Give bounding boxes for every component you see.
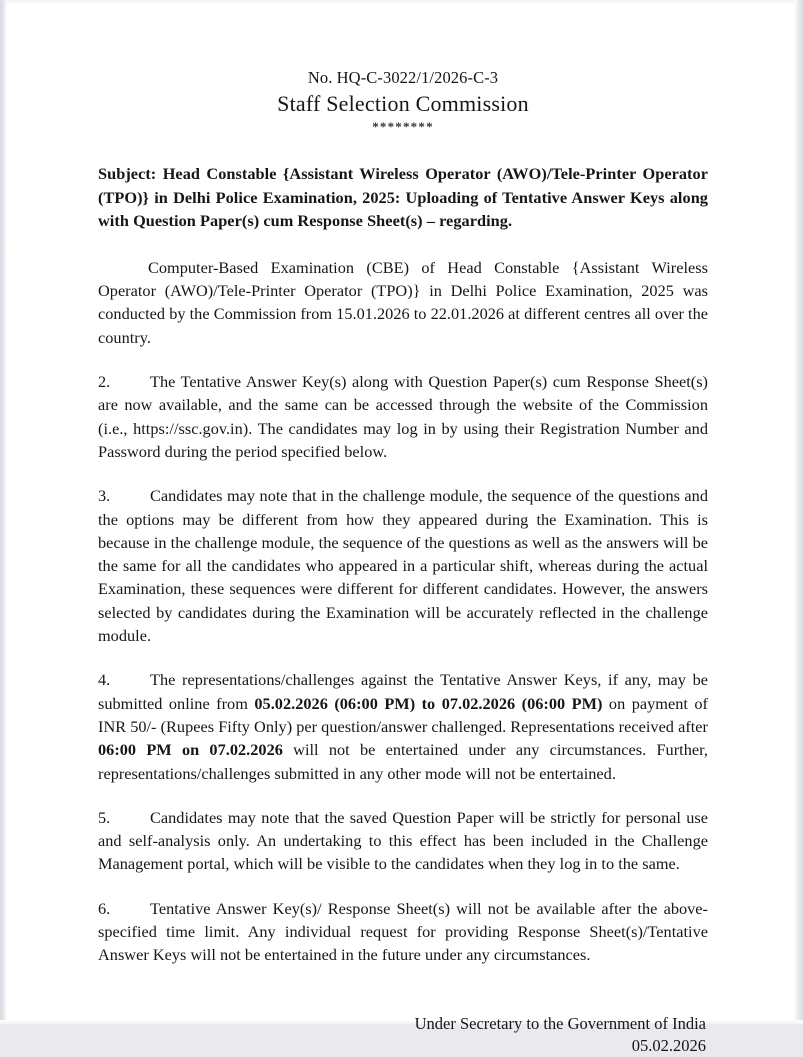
signature-block xyxy=(98,1013,708,1057)
page-edge-left xyxy=(0,0,7,1024)
paragraph-2 xyxy=(98,370,708,463)
signature-date: 05.02.2026 xyxy=(631,1035,706,1055)
paragraph-text xyxy=(98,670,708,782)
paragraph-number: 5. xyxy=(98,807,111,827)
paragraph-5 xyxy=(98,806,708,876)
paragraph-text: Computer-Based Examination (CBE) of Head Constable {Assistant Wireless Operator (AWO)/Tele-Printer Operator (TPO)} in Delhi Police Examination, 2025 was conducted by the Commission from 15.01.2026 to 22.01.2026 at different centres all over the country. xyxy=(98,257,708,347)
paragraph-number: 4. xyxy=(98,670,111,690)
subject-line: Subject: Head Constable {Assistant Wireless Operator (AWO)/Tele-Printer Operator (TPO)} in Delhi Police Examination, 2025: Uploading of Tentative Answer Keys along with Question Paper(s) cum Response Sheet(s) – regarding. xyxy=(98,164,708,231)
paragraph-text: The Tentative Answer Key(s) along with Question Paper(s) cum Response Sheet(s) are now available, and the same can be accessed through the website of the Commission (i.e., https://ssc.gov.in). The candidates may log in by using their Registration Number and Password during the period specified below. xyxy=(98,372,708,461)
paragraph-text: Tentative Answer Key(s)/ Response Sheet(s) will not be available after the above-specified time limit. Any individual request for providing Response Sheet(s)/Tentative Answer Keys will not be entertained in the future under any circumstances. xyxy=(98,898,708,965)
emphasised-text: 06:00 PM on 07.02.2026 xyxy=(98,740,283,760)
page-edge-right xyxy=(794,0,803,1024)
paragraph-number: 2. xyxy=(98,372,111,392)
signatory-designation: Under Secretary to the Government of India xyxy=(414,1013,706,1033)
paragraph-number: 6. xyxy=(98,898,111,918)
document-body xyxy=(98,0,708,1057)
asterisk-separator: ******** xyxy=(372,119,434,135)
body-text: on payment of INR 50/- (Rupees Fifty Only) per question/answer challenged. Representations received after xyxy=(98,693,708,736)
emphasised-text: 05.02.2026 (06:00 PM) to 07.02.2026 (06:00 PM) xyxy=(254,693,603,713)
body-text: The representations/challenges against the Tentative Answer Keys, if any, may be submitted online from xyxy=(98,670,708,713)
organization-name: Staff Selection Commission xyxy=(277,90,529,116)
file-number: No. HQ-C-3022/1/2026-C-3 xyxy=(307,68,499,87)
paragraph-text: Candidates may note that the saved Question Paper will be strictly for personal use and self-analysis only. An undertaking to this effect has been included in the Challenge Management portal, which will be visible to the candidates when they log in to the same. xyxy=(98,807,708,874)
paragraph-text: Candidates may note that in the challenge module, the sequence of the questions and the options may be different from how they appeared during the Examination. This is because in the challenge module, the sequence of the questions as well as the answers will be the same for all the candidates who appeared in a particular shift, whereas during the actual Examination, these sequences were different for different candidates. However, the answers selected by candidates during the Examination will be accurately reflected in the challenge module. xyxy=(98,486,708,646)
body-text: will not be entertained under any circumstances. Further, representations/challenges submitted in any other mode will not be entertained. xyxy=(98,740,708,783)
paragraph-number: 3. xyxy=(98,486,111,506)
paragraph-4 xyxy=(98,668,708,784)
paragraph-3 xyxy=(98,484,708,647)
paragraph-intro xyxy=(98,256,708,349)
paragraph-6 xyxy=(98,897,708,967)
